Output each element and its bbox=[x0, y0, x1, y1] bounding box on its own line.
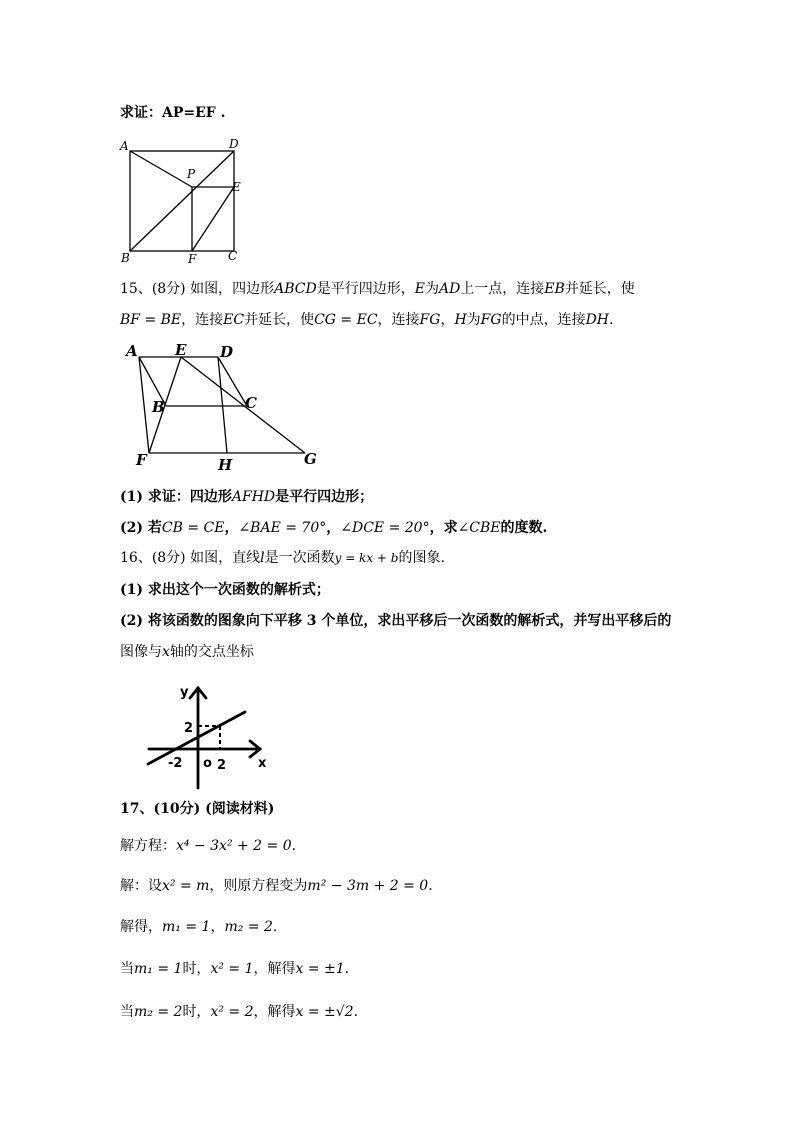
q15-line1: 15、(8分) 如图，四边形ABCD是平行四边形，E为AD上一点，连接EB并延长，使 bbox=[120, 281, 635, 297]
q16-part2: (2) 将该函数的图象向下平移 3 个单位，求出平移后一次函数的解析式，并写出平移后的 bbox=[120, 613, 672, 629]
x-axis-label: x bbox=[258, 756, 267, 771]
label-f: F bbox=[188, 252, 197, 266]
q17-case1: 当m₁ = 1时，x² = 1，解得x = ±1. bbox=[120, 961, 350, 977]
label-b: B bbox=[121, 251, 130, 265]
label-c: C bbox=[245, 394, 257, 412]
segment-dh bbox=[218, 357, 227, 453]
q17-substitution: 解：设x² = m，则原方程变为m² − 3m + 2 = 0. bbox=[120, 878, 433, 894]
q16-line: 16、(8分) 如图，直线l是一次函数y = kx + b的图象. bbox=[120, 550, 445, 566]
q17-heading: 17、(10分) (阅读材料) bbox=[120, 801, 275, 817]
y-axis-label: y bbox=[180, 685, 189, 700]
line-l bbox=[148, 712, 245, 764]
label-p: P bbox=[187, 167, 196, 181]
label-a: A bbox=[120, 139, 129, 153]
figure-line-graph bbox=[140, 680, 280, 795]
x-tick-2: 2 bbox=[217, 758, 227, 773]
label-e: E bbox=[175, 341, 187, 359]
q16-part2-cont: 图像与x轴的交点坐标 bbox=[120, 644, 254, 660]
q17-equation: 解方程：x⁴ − 3x² + 2 = 0. bbox=[120, 838, 297, 854]
label-d: D bbox=[229, 137, 239, 151]
figure-square bbox=[118, 136, 258, 266]
segment-ef bbox=[192, 187, 234, 251]
proof-statement: 求证：AP=EF . bbox=[120, 105, 226, 121]
q15-part1: (1) 求证：四边形AFHD是平行四边形； bbox=[120, 489, 374, 505]
y-tick-2: 2 bbox=[184, 721, 194, 736]
q17-case2: 当m₂ = 2时，x² = 2，解得x = ±√2. bbox=[120, 1004, 359, 1020]
x-tick-neg2: -2 bbox=[168, 756, 183, 771]
q15-line2: BF = BE，连接EC并延长，使CG = EC，连接FG，H为FG的中点，连接DH. bbox=[120, 312, 614, 328]
label-e: E bbox=[232, 180, 241, 194]
diagonal-bd bbox=[130, 151, 234, 251]
label-a: A bbox=[126, 342, 138, 360]
label-g: G bbox=[304, 450, 317, 468]
label-d: D bbox=[220, 343, 234, 361]
segment-eg bbox=[181, 357, 305, 453]
q15-part2: (2) 若CB = CE，∠BAE = 70°，∠DCE = 20°，求∠CBE的度数. bbox=[120, 520, 548, 536]
label-b: B bbox=[152, 398, 165, 416]
figure-parallelogram bbox=[124, 340, 329, 475]
label-c: C bbox=[228, 249, 238, 263]
origin-label: o bbox=[203, 756, 212, 771]
segment-ap bbox=[130, 151, 192, 187]
q17-roots: 解得，m₁ = 1，m₂ = 2. bbox=[120, 919, 278, 935]
label-f: F bbox=[136, 451, 147, 469]
q16-part1: (1) 求出这个一次函数的解析式； bbox=[120, 582, 330, 598]
label-h: H bbox=[218, 456, 233, 474]
